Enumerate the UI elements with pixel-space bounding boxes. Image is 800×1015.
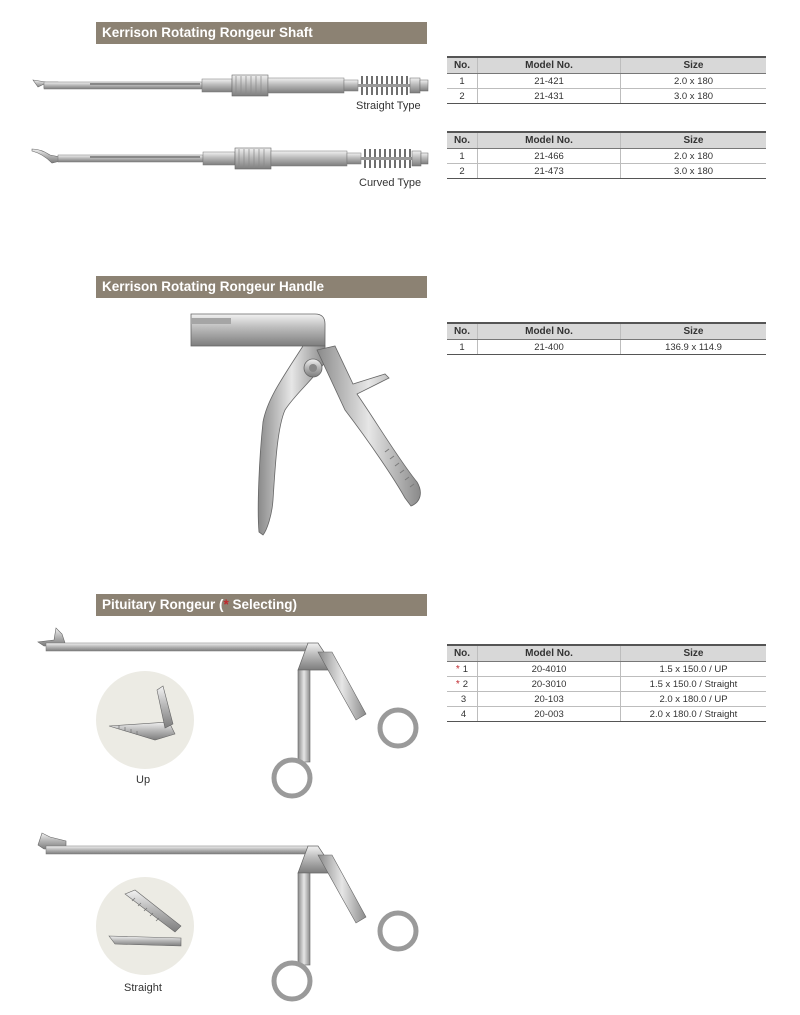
table-row: 3 20-103 2.0 x 180.0 / UP <box>447 692 766 707</box>
table-row: 2 21-431 3.0 x 180 <box>447 89 766 104</box>
table-header-row <box>447 645 766 662</box>
table-header-row <box>447 132 766 149</box>
curved-type-caption: Curved Type <box>359 177 422 189</box>
curved-shaft-image <box>30 143 430 173</box>
table-row: 2 21-473 3.0 x 180 <box>447 164 766 179</box>
table-row: 1 21-421 2.0 x 180 <box>447 74 766 89</box>
table-row: 1 21-466 2.0 x 180 <box>447 149 766 164</box>
pituitary-table <box>447 644 766 722</box>
table-row: * 2 20-3010 1.5 x 150.0 / Straight <box>447 677 766 692</box>
star-icon: * <box>455 663 460 675</box>
col-model: Model No. <box>478 57 621 74</box>
pituitary-up-detail <box>95 670 195 770</box>
table-header-row <box>447 57 766 74</box>
col-no: No. <box>447 132 478 149</box>
section-header-shaft: Kerrison Rotating Rongeur Shaft <box>96 22 427 44</box>
table-row: 4 20-003 2.0 x 180.0 / Straight <box>447 707 766 722</box>
col-model: Model No. <box>478 323 621 340</box>
col-size: Size <box>621 645 767 662</box>
col-no: No. <box>447 645 478 662</box>
star-icon: * <box>455 678 460 690</box>
pituitary-straight-detail <box>95 876 195 976</box>
up-caption: Up <box>136 774 151 786</box>
col-size: Size <box>621 132 767 149</box>
col-size: Size <box>621 57 767 74</box>
col-size: Size <box>621 323 767 340</box>
straight-caption: Straight <box>124 982 162 994</box>
straight-shaft-image <box>30 70 430 100</box>
table-row: 1 21-400 136.9 x 114.9 <box>447 340 766 355</box>
col-no: No. <box>447 323 478 340</box>
straight-type-caption: Straight Type <box>356 100 421 112</box>
col-no: No. <box>447 57 478 74</box>
curved-shaft-table <box>447 131 766 179</box>
selecting-star-icon: * <box>223 597 229 612</box>
handle-table <box>447 322 766 355</box>
section-header-pituitary: Pituitary Rongeur (* Selecting) <box>96 594 427 616</box>
col-model: Model No. <box>478 132 621 149</box>
section-header-handle: Kerrison Rotating Rongeur Handle <box>96 276 427 298</box>
rongeur-handle-image <box>185 310 435 540</box>
col-model: Model No. <box>478 645 621 662</box>
straight-shaft-table <box>447 56 766 104</box>
table-header-row <box>447 323 766 340</box>
table-row: * 1 20-4010 1.5 x 150.0 / UP <box>447 662 766 677</box>
